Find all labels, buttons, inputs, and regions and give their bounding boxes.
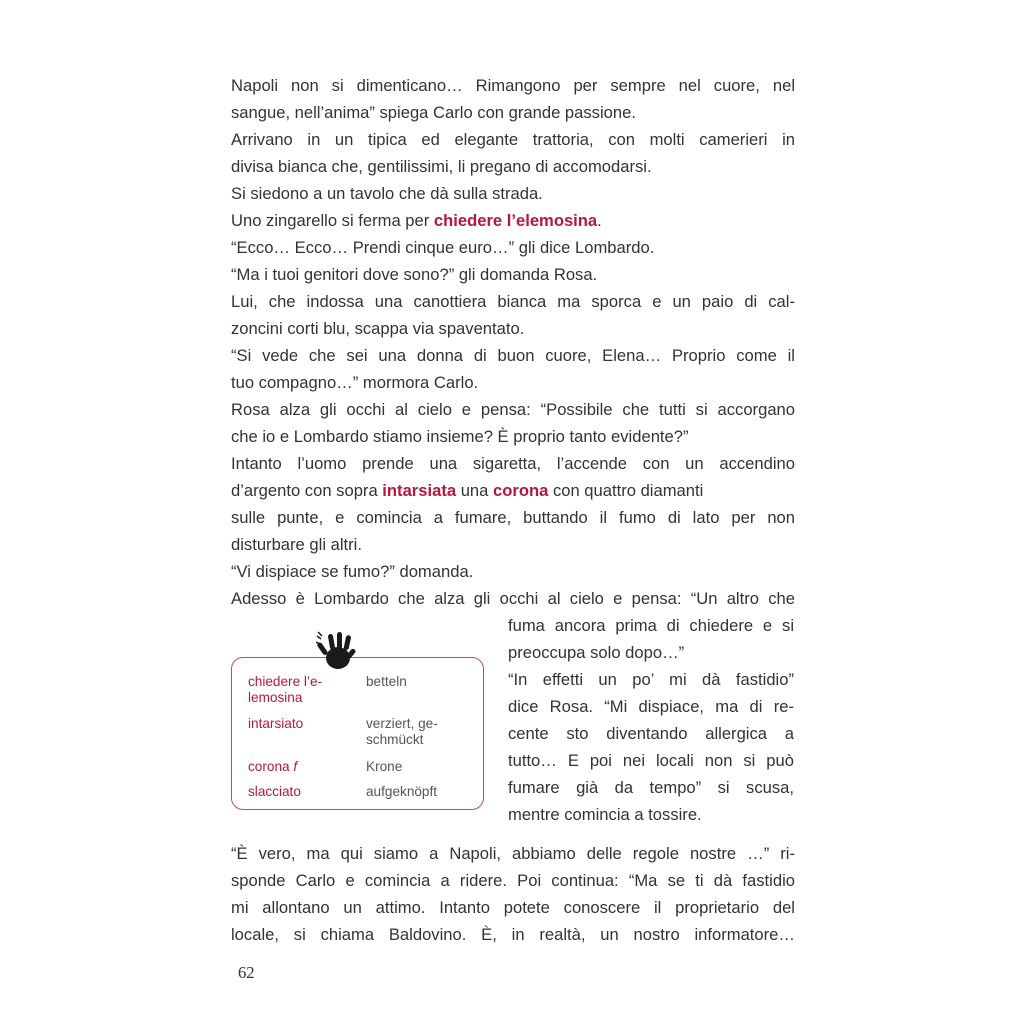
- text-run: Uno zingarello si ferma per: [231, 211, 434, 230]
- text-line: locale, si chiama Baldovino. È, in realtà, un nostro informatore…: [231, 925, 795, 944]
- text-line: sulle punte, e comincia a fumare, buttando il fumo di lato per non: [231, 508, 795, 527]
- text-run: con quattro diamanti: [548, 481, 704, 500]
- text-line: fumare già da tempo” si scusa,: [508, 778, 794, 797]
- text-run: una: [456, 481, 493, 500]
- text-line: sangue, nell’anima” spiega Carlo con grande passione.: [231, 103, 636, 122]
- glossary-definition: betteln: [366, 674, 407, 689]
- glossary-box: [231, 657, 484, 810]
- glossary-term: corona f: [248, 759, 298, 774]
- text-line: mentre comincia a tossire.: [508, 805, 702, 824]
- text-line: preoccupa solo dopo…”: [508, 643, 685, 662]
- text-line: Adesso è Lombardo che alza gli occhi al cielo e pensa: “Un altro che: [231, 589, 795, 608]
- text-line: Intanto l’uomo prende una sigaretta, l’accende con un accendino: [231, 454, 795, 473]
- glossary-term: intarsiato: [248, 716, 304, 731]
- glossary-definition: verziert, ge- schmückt: [366, 716, 438, 747]
- text-line: zoncini corti blu, scappa via spaventato.: [231, 319, 525, 338]
- text-line: disturbare gli altri.: [231, 535, 362, 554]
- text-line: “In effetti un po’ mi dà fastidio”: [508, 670, 794, 689]
- text-line: “Ma i tuoi genitori dove sono?” gli domanda Rosa.: [231, 265, 598, 284]
- glossary-definition: aufgeknöpft: [366, 784, 438, 799]
- page-number: 62: [238, 963, 255, 982]
- text-line: “Si vede che sei una donna di buon cuore, Elena… Proprio come il: [231, 346, 795, 365]
- glossary-term-highlight: chiedere l’elemosina: [433, 211, 598, 230]
- glossary-definition: Krone: [366, 759, 403, 774]
- glossary-term-highlight: intarsiata: [382, 481, 457, 500]
- glossary-term: slacciato: [248, 784, 301, 799]
- text-line: sponde Carlo e comincia a ridere. Poi continua: “Ma se ti dà fastidio: [231, 871, 795, 890]
- text-line: Arrivano in un tipica ed elegante trattoria, con molti camerieri in: [231, 130, 795, 149]
- text-line: fuma ancora prima di chiedere e si: [508, 616, 794, 635]
- text-line: “È vero, ma qui siamo a Napoli, abbiamo delle regole nostre …” ri-: [231, 844, 795, 863]
- text-line: Lui, che indossa una canottiera bianca ma sporca e un paio di cal-: [231, 292, 795, 311]
- text-line: mi allontano un attimo. Intanto potete conoscere il proprietario del: [231, 898, 795, 917]
- text-line: Napoli non si dimenticano… Rimangono per sempre nel cuore, nel: [231, 76, 795, 95]
- glossary-term: chiedere l’e- lemosina: [248, 674, 323, 705]
- text-line: dice Rosa. “Mi dispiace, ma di re-: [508, 697, 794, 716]
- text-line: divisa bianca che, gentilissimi, li pregano di accomodarsi.: [231, 157, 652, 176]
- text-line: che io e Lombardo stiamo insieme? È proprio tanto evidente?”: [231, 427, 689, 446]
- text-line: tuo compagno…” mormora Carlo.: [231, 373, 479, 392]
- text-line: Rosa alza gli occhi al cielo e pensa: “Possibile che tutti si accorgano: [231, 400, 795, 419]
- text-line: cente sto diventando allergica a: [508, 724, 794, 743]
- text-line: [231, 477, 795, 504]
- glossary-term-highlight: corona: [493, 481, 549, 500]
- text-line: [231, 207, 795, 234]
- text-line: tutto… E poi nei locali non si può: [508, 751, 794, 770]
- text-line: Si siedono a un tavolo che dà sulla strada.: [231, 184, 543, 203]
- hand-print-icon: [316, 630, 356, 672]
- text-run: d’argento con sopra: [231, 481, 383, 500]
- text-run: .: [597, 211, 602, 230]
- text-line: “Ecco… Ecco… Prendi cinque euro…” gli dice Lombardo.: [231, 238, 655, 257]
- text-line: “Vi dispiace se fumo?” domanda.: [231, 562, 474, 581]
